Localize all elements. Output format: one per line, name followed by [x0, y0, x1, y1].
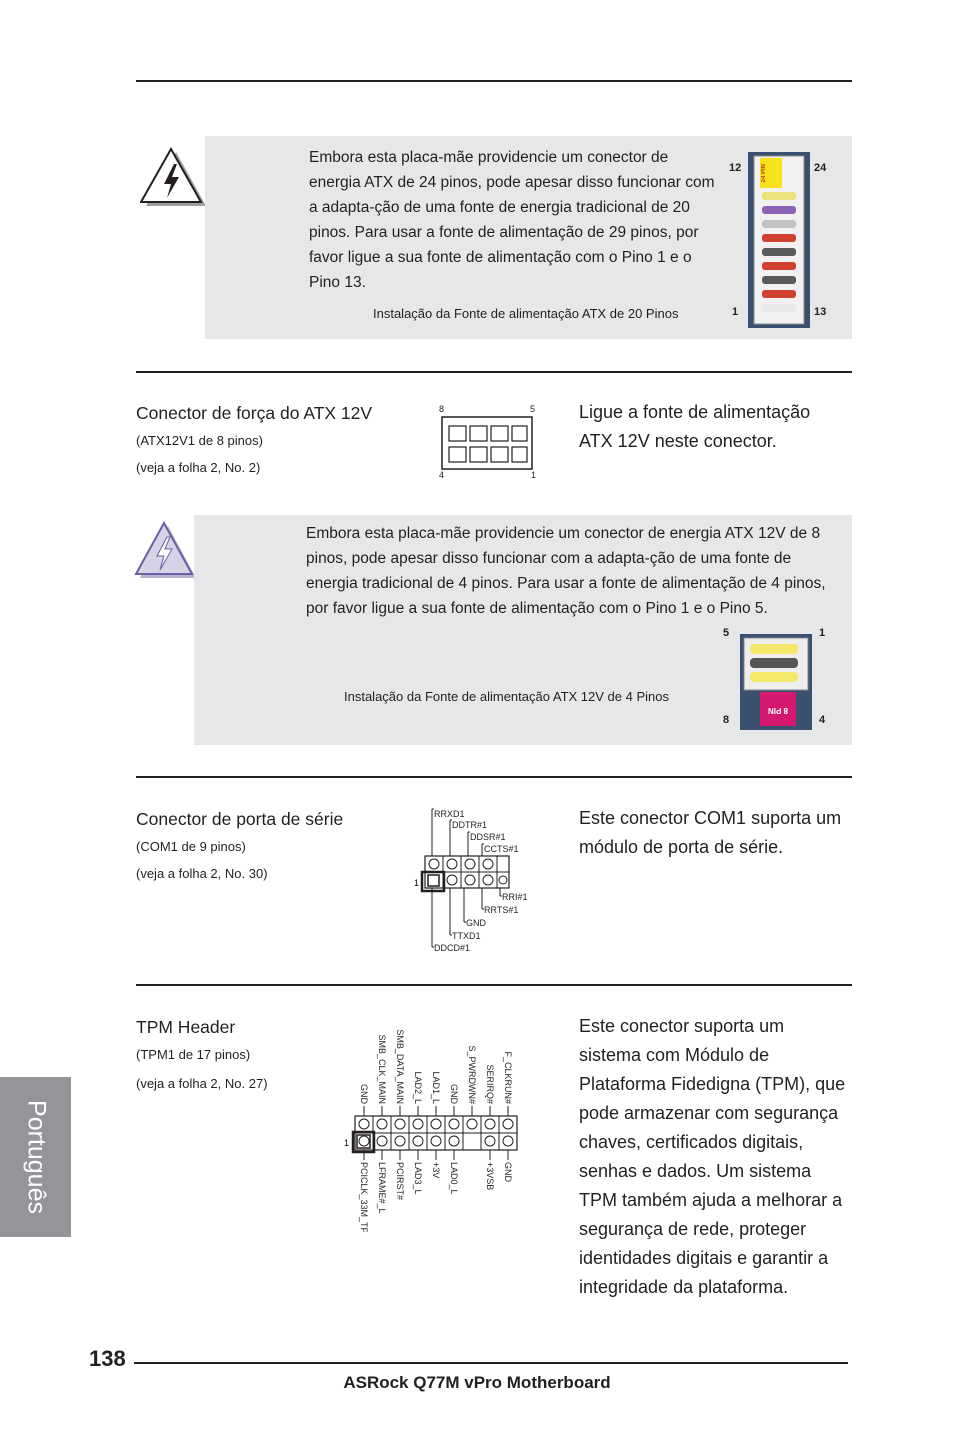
pin-label-24: 24 [814, 162, 827, 174]
serial-pin1-label: 1 [414, 878, 420, 888]
serial-signal-ddtr1: DDTR#1 [452, 820, 488, 830]
tpm-header-diagram [340, 1012, 530, 1232]
atx12v-pin-1: 1 [531, 470, 537, 480]
serial-description: Este conector COM1 suporta um módulo de porta de série. [579, 808, 842, 857]
tpm-signal-top-6: GND [449, 1084, 459, 1104]
serial-signal-gnd: GND [466, 918, 486, 928]
tpm-signal-bottom-7: +3VSB [485, 1162, 495, 1191]
tpm-signal-bottom-8: GND [503, 1162, 513, 1182]
photo-label-24pin: 24 PIN [761, 164, 767, 183]
footer-product-name: ASRock Q77M vPro Motherboard [343, 1373, 611, 1392]
note-4pin-caption: Instalação da Fonte de alimentação ATX 12V de 4 Pinos [344, 689, 669, 704]
note-24pin-text: Embora esta placa-mãe providencie um conector de energia ATX de 24 pinos, pode apesar disso funcionar com a adapta-ção de uma fonte de energia tradicional de 20 pinos. Para usar a fonte de alimentação de 29 pinos, por favor ligue a sua fonte de alimentação com o Pino 1 e o Pino 13. [309, 149, 715, 291]
serial-signal-ddcd1: DDCD#1 [434, 943, 471, 953]
section-rule-tpm [136, 984, 852, 986]
atx12v-sheet-ref: (veja a folha 2, No. 2) [136, 460, 261, 475]
serial-signal-rri1: RRI#1 [502, 892, 528, 902]
tpm-signal-top-5: LAD1_L [431, 1071, 441, 1104]
tpm-signal-top-2: SMB_CLK_MAIN [377, 1034, 387, 1104]
atx12v-pin-4: 4 [439, 470, 445, 480]
tpm-signal-top-7: S_PWRDWN# [467, 1045, 477, 1104]
pin-label-8: 8 [723, 714, 730, 726]
serial-signal-rrxd1: RRXD1 [434, 809, 465, 819]
atx12v-pin-8: 8 [439, 404, 445, 414]
serial-sheet-ref: (veja a folha 2, No. 30) [136, 866, 268, 881]
pin-label-5: 5 [723, 627, 730, 639]
tpm-pin1-label: 1 [344, 1138, 350, 1148]
tpm-signal-bottom-4: LAD3_L [413, 1162, 423, 1195]
connector-8pin-photo [740, 634, 812, 730]
tpm-signal-top-8: SERIRQ# [485, 1064, 495, 1104]
top-rule [136, 80, 852, 82]
serial-signal-ttxd1: TTXD1 [452, 931, 481, 941]
tpm-signal-top-9: F_CLKRUN# [503, 1051, 513, 1104]
atx12v-pin-5: 5 [530, 404, 536, 414]
photo-label-8pin: 8 PIN [768, 706, 789, 715]
serial-header-diagram [414, 806, 540, 956]
tpm-signal-bottom-2: LFRAME#_L [377, 1162, 387, 1214]
tpm-description: Este conector suporta um sistema com Módulo de Plataforma Fidedigna (TPM), que pode armazenar com segurança chaves, certificados digitais, senhas e dados. Um sistema TPM também ajuda a melhorar a segurança de rede, proteger identidades digitais e garantir a integridade da plataforma. [579, 1016, 846, 1297]
pin-label-13: 13 [814, 306, 827, 318]
section-rule-atx12v [136, 371, 852, 373]
serial-heading: Conector de porta de série [136, 809, 344, 829]
note-4pin-text: Embora esta placa-mãe providencie um conector de energia ATX 12V de 8 pinos, pode apesar disso funcionar com a adapta-ção de uma fonte de energia tradicional de 4 pinos. Para usar a fonte de alimentação de 4 pinos, por favor ligue a sua fonte de alimentação com o Pino 1 e o Pino 5. [306, 525, 826, 617]
language-side-tab [0, 1077, 71, 1237]
atx12v-connector-diagram [441, 416, 533, 470]
pin-label-12: 12 [729, 162, 742, 174]
atx12v-subtitle: (ATX12V1 de 8 pinos) [136, 433, 263, 448]
warning-icon [140, 146, 206, 208]
atx12v-description: Ligue a fonte de alimentação ATX 12V neste conector. [579, 402, 811, 451]
serial-subtitle: (COM1 de 9 pinos) [136, 839, 246, 854]
serial-signal-rrts1: RRTS#1 [484, 905, 519, 915]
page-number: 138 [89, 1346, 126, 1371]
tpm-sheet-ref: (veja a folha 2, No. 27) [136, 1076, 268, 1091]
warning-icon-2 [134, 520, 196, 580]
pin-label-1b: 1 [819, 627, 826, 639]
serial-signal-ccts1: CCTS#1 [484, 844, 519, 854]
tpm-subtitle: (TPM1 de 17 pinos) [136, 1047, 251, 1062]
tpm-signal-bottom-5: +3V [431, 1162, 441, 1179]
pin-label-1: 1 [732, 306, 739, 318]
tpm-signal-top-4: LAD2_L [413, 1071, 423, 1104]
tpm-signal-top-3: SMB_DATA_MAIN [395, 1029, 405, 1104]
connector-24pin-photo [748, 152, 810, 328]
language-tab-label: Português [22, 1100, 50, 1214]
footer-rule [134, 1362, 848, 1364]
atx12v-heading: Conector de força do ATX 12V [136, 403, 373, 423]
tpm-signal-bottom-3: PCIRST# [395, 1162, 405, 1201]
section-rule-serial [136, 776, 852, 778]
tpm-signal-bottom-6: LAD0_L [449, 1162, 459, 1195]
serial-signal-ddsr1: DDSR#1 [470, 832, 506, 842]
tpm-heading: TPM Header [136, 1017, 236, 1037]
note-24pin-caption: Instalação da Fonte de alimentação ATX de 20 Pinos [373, 306, 679, 321]
tpm-signal-bottom-1: PCICLK_33M_TPM [359, 1162, 369, 1232]
pin-label-4: 4 [819, 714, 826, 726]
tpm-signal-top-1: GND [359, 1084, 369, 1104]
